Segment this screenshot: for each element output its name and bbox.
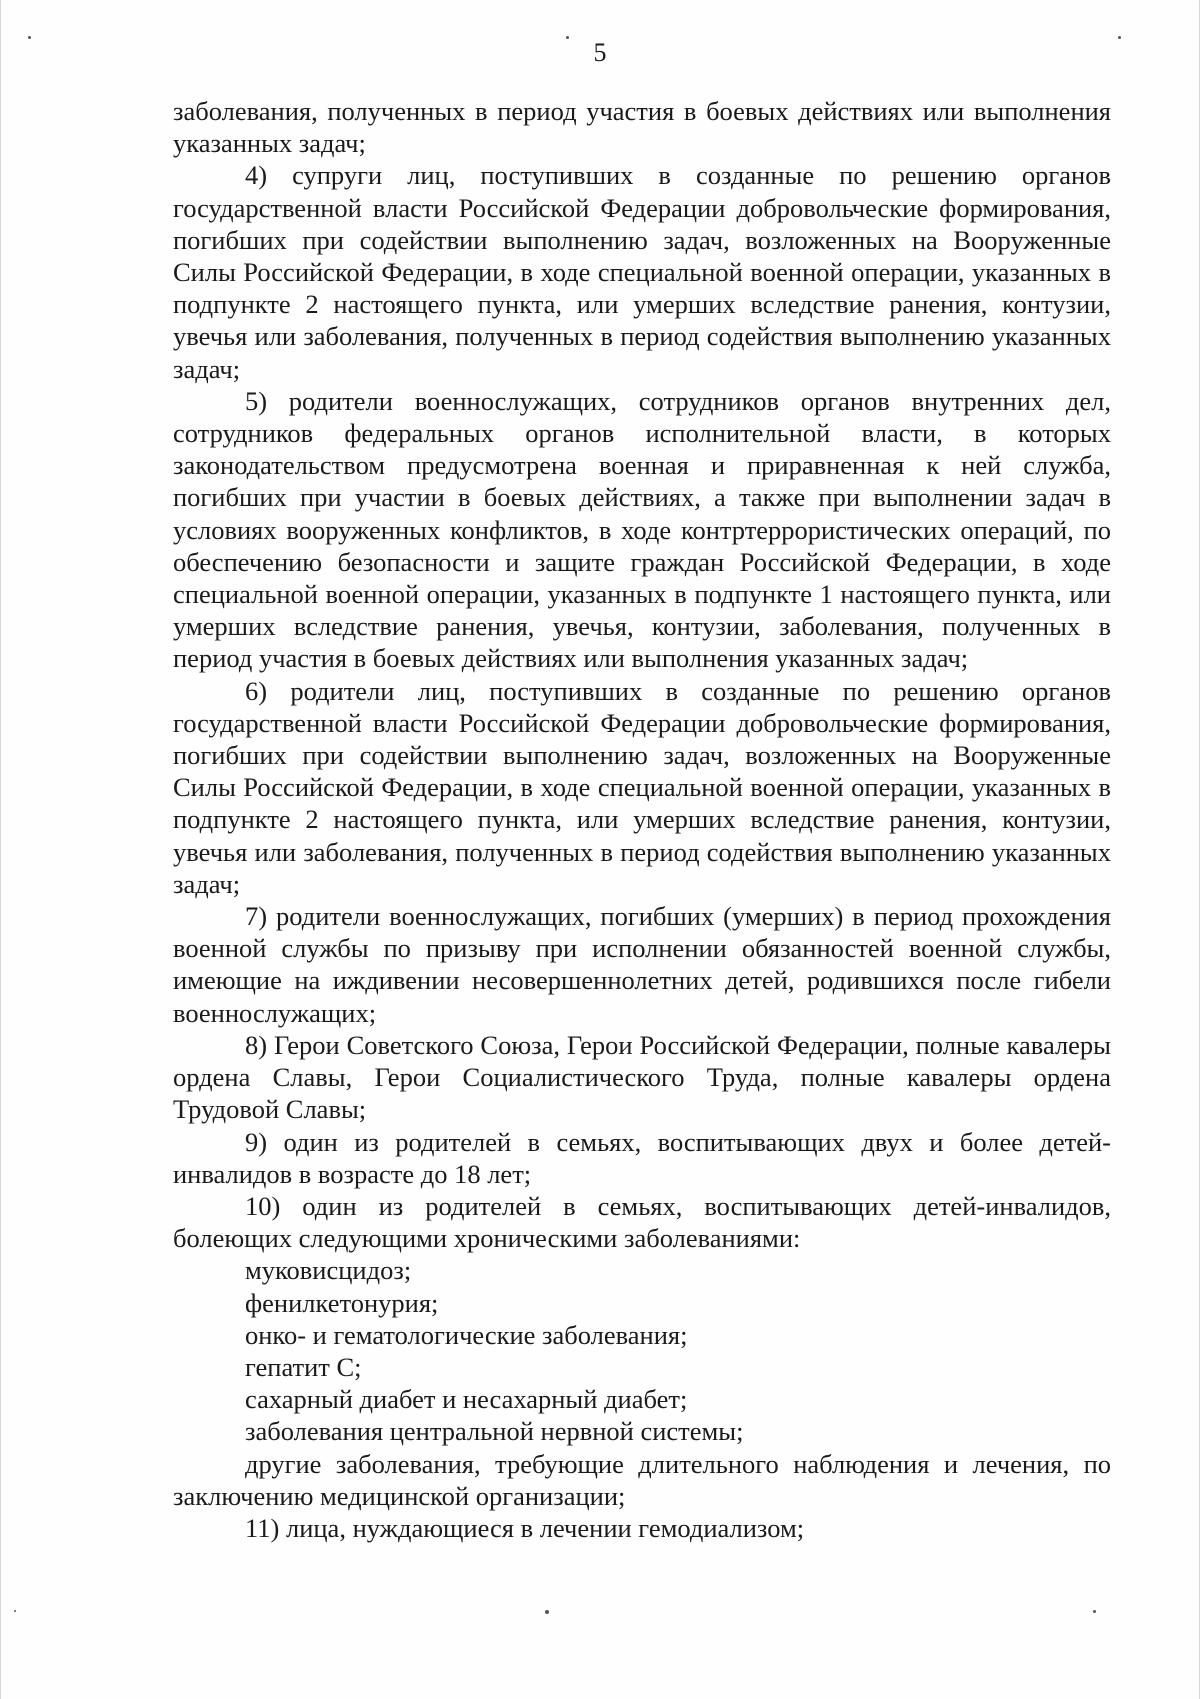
- disease-list-item: сахарный диабет и несахарный диабет;: [245, 1384, 688, 1415]
- paragraph: 9) один из родителей в семьях, воспитывающих двух и более детей-инвалидов в возрасте до 18 лет;: [173, 1126, 1111, 1189]
- scan-speck: [1093, 1610, 1096, 1613]
- paragraph: 4) супруги лиц, поступивших в созданные по решению органов государственной власти Российской Федерации добровольческие формирования, погибших при содействии выполнению задач, возложенных на Вооруженные Силы Российской Федерации, в ходе специальной военной операции, указанных в подпункте 2 настоящего пункта, или умерших вследствие ранения, контузии, увечья или заболевания, полученных в период содействия выполнению указанных задач;: [173, 160, 1111, 384]
- scan-speck: [545, 1610, 549, 1614]
- paragraph: заболевания, полученных в период участия в боевых действиях или выполнения указанных задач;: [173, 96, 1111, 159]
- paragraph: 5) родители военнослужащих, сотрудников органов внутренних дел, сотрудников федеральных органов исполнительной власти, в которых законодательством предусмотрена военная и приравненная к ней служба, погибших при участии в боевых действиях, а также при выполнении задач в условиях вооруженных конфликтов, в ходе контртеррористических операций, по обеспечению безопасности и защите граждан Российской Федерации, в ходе специальной военной операции, указанных в подпункте 1 настоящего пункта, или умерших вследствие ранения, увечья, контузии, заболевания, полученных в период участия в боевых действиях или выполнения указанных задач;: [173, 385, 1111, 674]
- paragraph: 7) родители военнослужащих, погибших (умерших) в период прохождения военной службы по призыву при исполнении обязанностей военной службы, имеющие на иждивении несовершеннолетних детей, родившихся после гибели военнослужащих;: [173, 901, 1111, 1028]
- paragraph: 11) лица, нуждающиеся в лечении гемодиализом;: [245, 1512, 805, 1543]
- paragraph: 6) родители лиц, поступивших в созданные по решению органов государственной власти Российской Федерации добровольческие формирования, погибших при содействии выполнению задач, возложенных на Вооруженные Силы Российской Федерации, в ходе специальной военной операции, указанных в подпункте 2 настоящего пункта, или умерших вследствие ранения, контузии, увечья или заболевания, полученных в период содействия выполнению указанных задач;: [173, 675, 1111, 899]
- paragraph-list: [173, 95, 1111, 1254]
- disease-list-item: заболевания центральной нервной системы;: [245, 1416, 744, 1447]
- disease-list-item: фенилкетонурия;: [245, 1287, 439, 1318]
- paragraph: другие заболевания, требующие длительного наблюдения и лечения, по заключению медицинской организации;: [173, 1448, 1111, 1511]
- disease-list-item: гепатит С;: [245, 1351, 362, 1382]
- scan-left-edge: [0, 0, 1, 1699]
- disease-list-item: муковисцидоз;: [245, 1255, 412, 1286]
- disease-list-item: онко- и гематологические заболевания;: [245, 1319, 688, 1350]
- scan-speck: [14, 1610, 16, 1612]
- disease-list: [173, 1254, 1111, 1447]
- document-body: [173, 95, 1111, 1544]
- page-number: 5: [593, 38, 607, 67]
- paragraph: 10) один из родителей в семьях, воспитывающих детей-инвалидов, болеющих следующими хроническими заболеваниями:: [173, 1190, 1111, 1254]
- paragraph: 8) Герои Советского Союза, Герои Российской Федерации, полные кавалеры ордена Славы, Герои Социалистического Труда, полные кавалеры ордена Трудовой Славы;: [173, 1029, 1111, 1125]
- closing-paragraph-list: [173, 1448, 1111, 1545]
